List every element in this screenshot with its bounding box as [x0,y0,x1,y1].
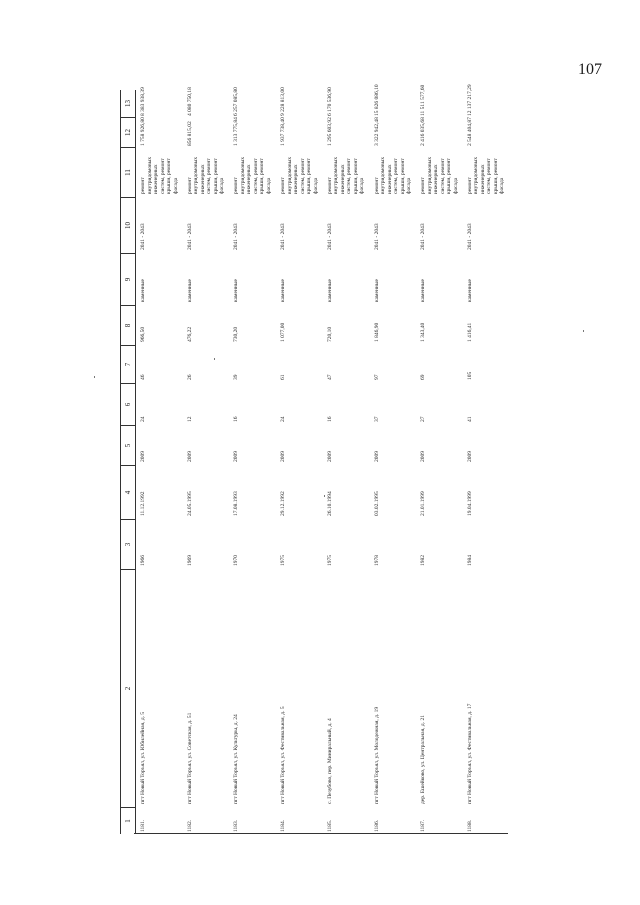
cell-reg-date: 11.12.1992 [140,491,146,516]
table-row [414,84,460,834]
cell-cost-repair: 1 758 926,80 [140,117,146,146]
cell-works: ремонт внутридомовых инженерных систем, ремонт крыши, ремонт фасада [420,156,459,194]
scan-speck [583,330,584,332]
cell-area: 720,10 [326,326,333,342]
cell-works: ремонт внутридомовых инженерных систем, ремонт крыши, ремонт фасада [280,156,319,194]
cell-wall: каменные [280,279,287,302]
cell-reg-date: 24.05.1995 [186,491,193,516]
cell-c6: 16 [326,416,333,422]
cell-c6: 24 [140,416,146,422]
cell-cost-total: 6 170 536,90 [326,87,333,116]
cell-num: 1185. [326,819,333,832]
cell-year-built: 1969 [186,555,193,566]
column-header-6: 6 [121,384,135,426]
table-row [461,84,507,834]
scan-speck [324,495,325,497]
column-header-4: 4 [121,466,135,520]
cell-year-built: 1982 [420,555,427,566]
cell-address: пгт Новый Торъял, ул. Фестивальная, д. 17 [466,703,473,804]
cell-num: 1186. [373,819,380,832]
cell-address: дер. Ешейково, ул. Центральная, д. 21 [420,715,427,804]
cell-works: ремонт внутридомовых инженерных систем, ремонт крыши, ремонт фасада [466,156,506,194]
cell-year-repair: 2009 [466,451,473,462]
scan-speck [214,358,215,360]
cell-area: 476,22 [186,326,193,342]
cell-area: 730,20 [233,326,240,342]
cell-address: пгт Новый Торъял, ул. Фестивальная, д. 5 [280,706,287,804]
cell-c7: 46 [140,374,146,380]
cell-cost-repair: 2 548 404,87 [466,117,473,146]
cell-cost-total: 15 826 086,10 [373,84,380,116]
column-header-5: 5 [121,426,135,466]
cell-period: 2041 - 2043 [373,223,380,250]
cell-address: пгт Новый Торъял, ул. Советская, д. 51 [186,712,193,804]
cell-c6: 41 [466,416,473,422]
cell-c7: 47 [326,374,333,380]
cell-cost-repair: 3 322 942,48 [373,117,380,146]
table-row [181,87,227,834]
cell-year-built: 1966 [140,555,146,566]
cell-cost-repair: 1 295 603,92 [326,117,333,146]
cell-wall: каменные [186,279,193,302]
column-header-3: 3 [121,520,135,570]
column-header-2: 2 [121,570,135,808]
cell-year-built: 1970 [233,555,240,566]
cell-reg-date: 03.02.1995 [373,491,380,516]
column-header-11: 11 [121,148,135,198]
cell-year-repair: 2009 [420,451,427,462]
cell-wall: каменные [233,279,240,302]
cell-area: 1 077,00 [280,322,287,342]
cell-period: 2041 - 2043 [186,223,193,250]
scan-speck [94,376,95,378]
cell-period: 2041 - 2043 [140,223,146,250]
cell-num: 1188. [466,819,473,832]
cell-reg-date: 21.01.1999 [420,491,427,516]
cell-area: 966,50 [140,326,146,342]
cell-year-repair: 2009 [186,451,193,462]
cell-c6: 12 [186,416,193,422]
cell-num: 1184. [280,819,287,832]
cell-cost-total: 4 080 750,18 [186,87,193,116]
column-header-13: 13 [121,90,135,118]
cell-wall: каменные [420,279,427,302]
cell-cost-repair: 2 416 035,68 [420,117,427,146]
cell-year-built: 1975 [280,555,287,566]
column-header-8: 8 [121,306,135,346]
cell-wall: каменные [326,279,333,302]
cell-address: пгт Новый Торъял, ул. Юбилейная, д. 5 [140,711,146,804]
cell-period: 2041 - 2043 [233,223,240,250]
cell-period: 2041 - 2043 [326,223,333,250]
table-row [227,87,273,834]
cell-num: 1183. [233,819,240,832]
cell-year-repair: 2009 [326,451,333,462]
table-row [134,87,180,834]
cell-year-repair: 2009 [140,451,146,462]
cell-reg-date: 17.08.1993 [233,491,240,516]
cell-num: 1182. [186,819,193,832]
cell-works: ремонт внутридомовых инженерных систем, ремонт крыши, ремонт фасада [233,156,272,194]
cell-c6: 16 [233,416,240,422]
cell-year-repair: 2009 [233,451,240,462]
cell-c7: 97 [373,374,380,380]
cell-works: ремонт внутридомовых инженерных систем, ремонт крыши, ремонт фасада [326,156,366,194]
cell-year-repair: 2009 [373,451,380,462]
cell-year-built: 1984 [466,555,473,566]
cell-cost-repair: 856 815,02 [186,121,193,146]
cell-wall: каменные [373,279,380,302]
cell-works: ремонт внутридомовых инженерных систем, ремонт крыши, ремонт фасада [373,156,412,194]
cell-c7: 61 [280,374,287,380]
cell-wall: каменные [466,279,473,302]
cell-reg-date: 29.12.1992 [280,491,287,516]
cell-cost-repair: 1 937 738,40 [280,117,287,146]
cell-cost-total: 9 228 813,00 [280,87,287,116]
cell-year-repair: 2009 [280,451,287,462]
cell-address: с. Пезубово, пер. Миниральный, д. 4 [326,718,333,804]
cell-cost-total: 6 257 085,80 [233,87,240,116]
column-header-10: 10 [121,198,135,254]
column-header-7: 7 [121,346,135,384]
table-row [321,87,367,834]
cell-c7: 105 [466,371,473,380]
cell-address: пгт Новый Торъял, ул. Молодежная, д. 19 [373,706,380,804]
cell-period: 2041 - 2043 [420,223,427,250]
table-row [274,87,320,834]
cell-works: ремонт внутридомовых инженерных систем, ремонт крыши, ремонт фасада [186,156,226,194]
cell-period: 2041 - 2043 [466,223,473,250]
cell-c7: 26 [186,374,193,380]
cell-c7: 39 [233,374,240,380]
column-header-12: 12 [121,118,135,148]
cell-c6: 37 [373,416,380,422]
cell-num: 1181. [140,819,146,832]
cell-area: 1 343,40 [420,322,427,342]
cell-cost-total: 8 383 938,39 [140,87,146,116]
cell-year-built: 1978 [373,555,380,566]
cell-address: пгт Новый Торъял, ул. Культуры, д. 24 [233,714,240,804]
column-header-1: 1 [124,819,132,823]
cell-reg-date: 19.04.1999 [466,491,473,516]
cell-cost-repair: 1 313 775,84 [233,117,240,146]
cell-c6: 27 [420,416,427,422]
page-number: 107 [578,61,602,78]
table-row [368,84,414,834]
cell-c6: 24 [280,416,287,422]
cell-cost-total: 11 511 577,60 [420,84,427,116]
cell-cost-total: 12 137 217,29 [466,84,473,116]
cell-reg-date: 26.10.1994 [326,491,333,516]
cell-c7: 69 [420,374,427,380]
cell-period: 2041 - 2043 [280,223,287,250]
column-header-9: 9 [121,254,135,306]
cell-num: 1187. [420,819,427,832]
cell-year-built: 1975 [326,555,333,566]
cell-area: 1 416,41 [466,322,473,342]
cell-works: ремонт внутридомовых инженерных систем, ремонт крыши, ремонт фасада [140,156,179,194]
housing-table [120,84,508,834]
cell-area: 1 846,90 [373,322,380,342]
cell-wall: каменные [140,279,146,302]
